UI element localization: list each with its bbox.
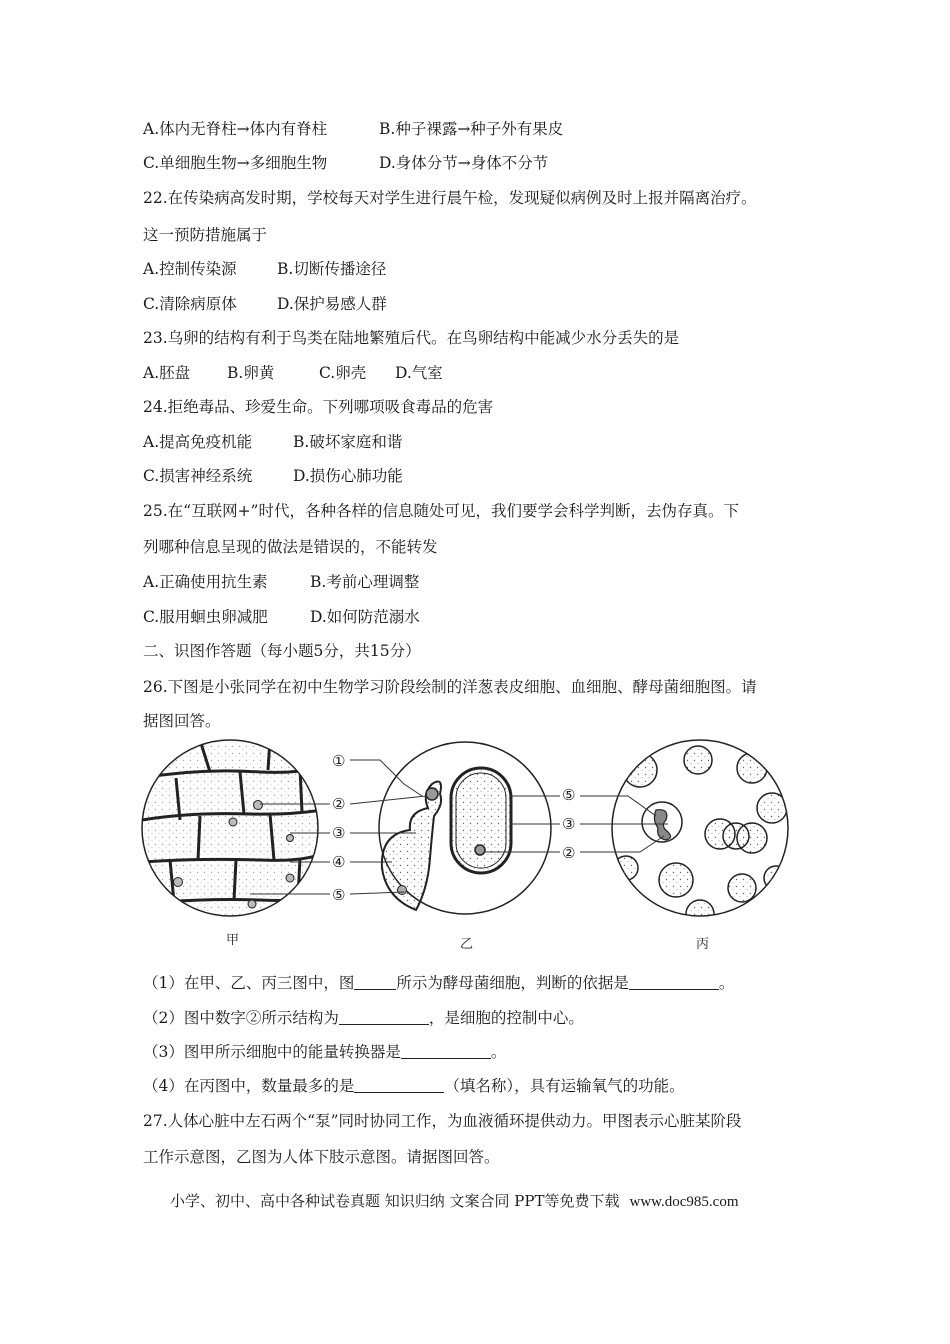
q24-options-row1 (143, 431, 402, 453)
q24-option-d: D.损伤心肺功能 (293, 467, 403, 485)
figure-label-bing: 丙 (696, 937, 710, 952)
q22-option-c: C.清除病原体 (143, 295, 237, 313)
footer-text: 小学、初中、高中各种试卷真题 知识归纳 文案合同 PPT等免费下载 (170, 1192, 620, 1210)
footer-link[interactable]: www.doc985.com (629, 1194, 739, 1210)
answer-blank[interactable] (629, 973, 719, 990)
q22-option-d: D.保护易感人群 (277, 295, 387, 313)
q23-options (143, 362, 443, 384)
answer-blank[interactable] (401, 1042, 491, 1059)
q26-sub3-text-b: 。 (490, 1043, 507, 1061)
figure-number-2-a: ② (332, 795, 346, 813)
q22-option-b: B.切断传播途径 (277, 260, 387, 278)
cell-diagram-figure (140, 738, 790, 958)
q26-sub1-text-a: （1）在甲、乙、丙三图中，图 (143, 974, 355, 992)
q21-options-row2 (143, 152, 548, 174)
answer-blank[interactable] (339, 1008, 429, 1025)
figure-number-1: ① (332, 752, 346, 770)
q26-sub4-text-b: （填名称），具有运输氧气的功能。 (444, 1077, 685, 1095)
q26-sub2-text-b: ，是细胞的控制中心。 (428, 1009, 584, 1027)
q26-sub3 (143, 1041, 506, 1063)
q26-sub1-text-b: 所示为酵母菌细胞，判断的依据是 (396, 974, 629, 992)
q27-stem-line2: 工作示意图，乙图为人体下肢示意图。请据图回答。 (143, 1148, 500, 1166)
q23-option-b: B.卵黄 (227, 364, 275, 382)
q25-option-d: D.如何防范溺水 (310, 608, 420, 626)
q23-option-a: A.胚盘 (143, 364, 191, 382)
q25-options-row2 (143, 606, 420, 628)
q22-stem-line2: 这一预防措施属于 (143, 226, 268, 244)
q25-option-a: A.正确使用抗生素 (143, 573, 268, 591)
page-footer (170, 1190, 739, 1211)
q26-sub1 (143, 972, 734, 994)
q24-option-a: A.提高免疫机能 (143, 433, 253, 451)
q21-option-a: A.体内无脊柱→体内有脊柱 (143, 120, 328, 138)
figure-number-3-a: ③ (332, 824, 346, 842)
q21-option-d: D.身体分节→身体不分节 (379, 154, 549, 172)
q23-option-c: C.卵壳 (319, 364, 367, 382)
q25-stem-line1: 25.在“互联网+”时代，各种各样的信息随处可见，我们要学会科学判断，去伪存真。下 (143, 502, 739, 520)
q26-sub3-text-a: （3）图甲所示细胞中的能量转换器是 (143, 1043, 401, 1061)
q25-option-c: C.服用蛔虫卵减肥 (143, 608, 268, 626)
q24-option-c: C.损害神经系统 (143, 467, 253, 485)
section-heading: 二、识图作答题（每小题5分，共15分） (143, 642, 421, 660)
q26-sub4 (143, 1075, 685, 1097)
q21-option-b: B.种子裸露→种子外有果皮 (379, 120, 564, 138)
q26-sub2 (143, 1007, 584, 1029)
answer-blank[interactable] (354, 1076, 444, 1093)
q24-stem: 24.拒绝毒品、珍爱生命。下列哪项吸食毒品的危害 (143, 398, 494, 416)
q25-options-row1 (143, 571, 419, 593)
q26-sub2-text-a: （2）图中数字②所示结构为 (143, 1009, 339, 1027)
answer-blank[interactable] (354, 973, 396, 990)
q25-option-b: B.考前心理调整 (310, 573, 420, 591)
figure-label-jia: 甲 (226, 933, 240, 948)
q24-option-b: B.破坏家庭和谐 (293, 433, 403, 451)
q24-options-row2 (143, 465, 403, 487)
figure-number-2-b: ② (562, 844, 576, 862)
q22-option-a: A.控制传染源 (143, 260, 237, 278)
blood-cell-diagram (612, 740, 788, 928)
figure-label-yi: 乙 (460, 937, 474, 952)
q21-option-c: C.单细胞生物→多细胞生物 (143, 154, 328, 172)
q22-options-row1 (143, 258, 386, 280)
figure-number-5-a: ⑤ (332, 886, 346, 904)
q23-option-d: D.气室 (395, 364, 443, 382)
figure-number-3-b: ③ (562, 815, 576, 833)
q25-stem-line2: 列哪种信息呈现的做法是错误的，不能转发 (143, 538, 438, 556)
q21-options-row1 (143, 118, 563, 140)
figure-number-4: ④ (332, 853, 346, 871)
q22-stem-line1: 22.在传染病高发时期，学校每天对学生进行晨午检，发现疑似病例及时上报并隔离治疗。 (143, 189, 757, 207)
q26-sub1-text-c: 。 (718, 974, 735, 992)
figure-number-5-b: ⑤ (562, 786, 576, 804)
q22-options-row2 (143, 293, 387, 315)
q26-stem-line1: 26.下图是小张同学在初中生物学习阶段绘制的洋葱表皮细胞、血细胞、酵母菌细胞图。请 (143, 678, 757, 696)
q23-stem: 23.乌卵的结构有利于鸟类在陆地繁殖后代。在鸟卵结构中能减少水分丢失的是 (143, 329, 680, 347)
q26-stem-line2: 据图回答。 (143, 712, 221, 730)
q26-sub4-text-a: （4）在丙图中，数量最多的是 (143, 1077, 355, 1095)
onion-cell-diagram (140, 738, 322, 918)
q27-stem-line1: 27.人体心脏中左石两个“泵”同时协同工作，为血液循环提供动力。甲图表示心脏某阶段 (143, 1112, 742, 1130)
yeast-cell-diagram (379, 742, 551, 914)
